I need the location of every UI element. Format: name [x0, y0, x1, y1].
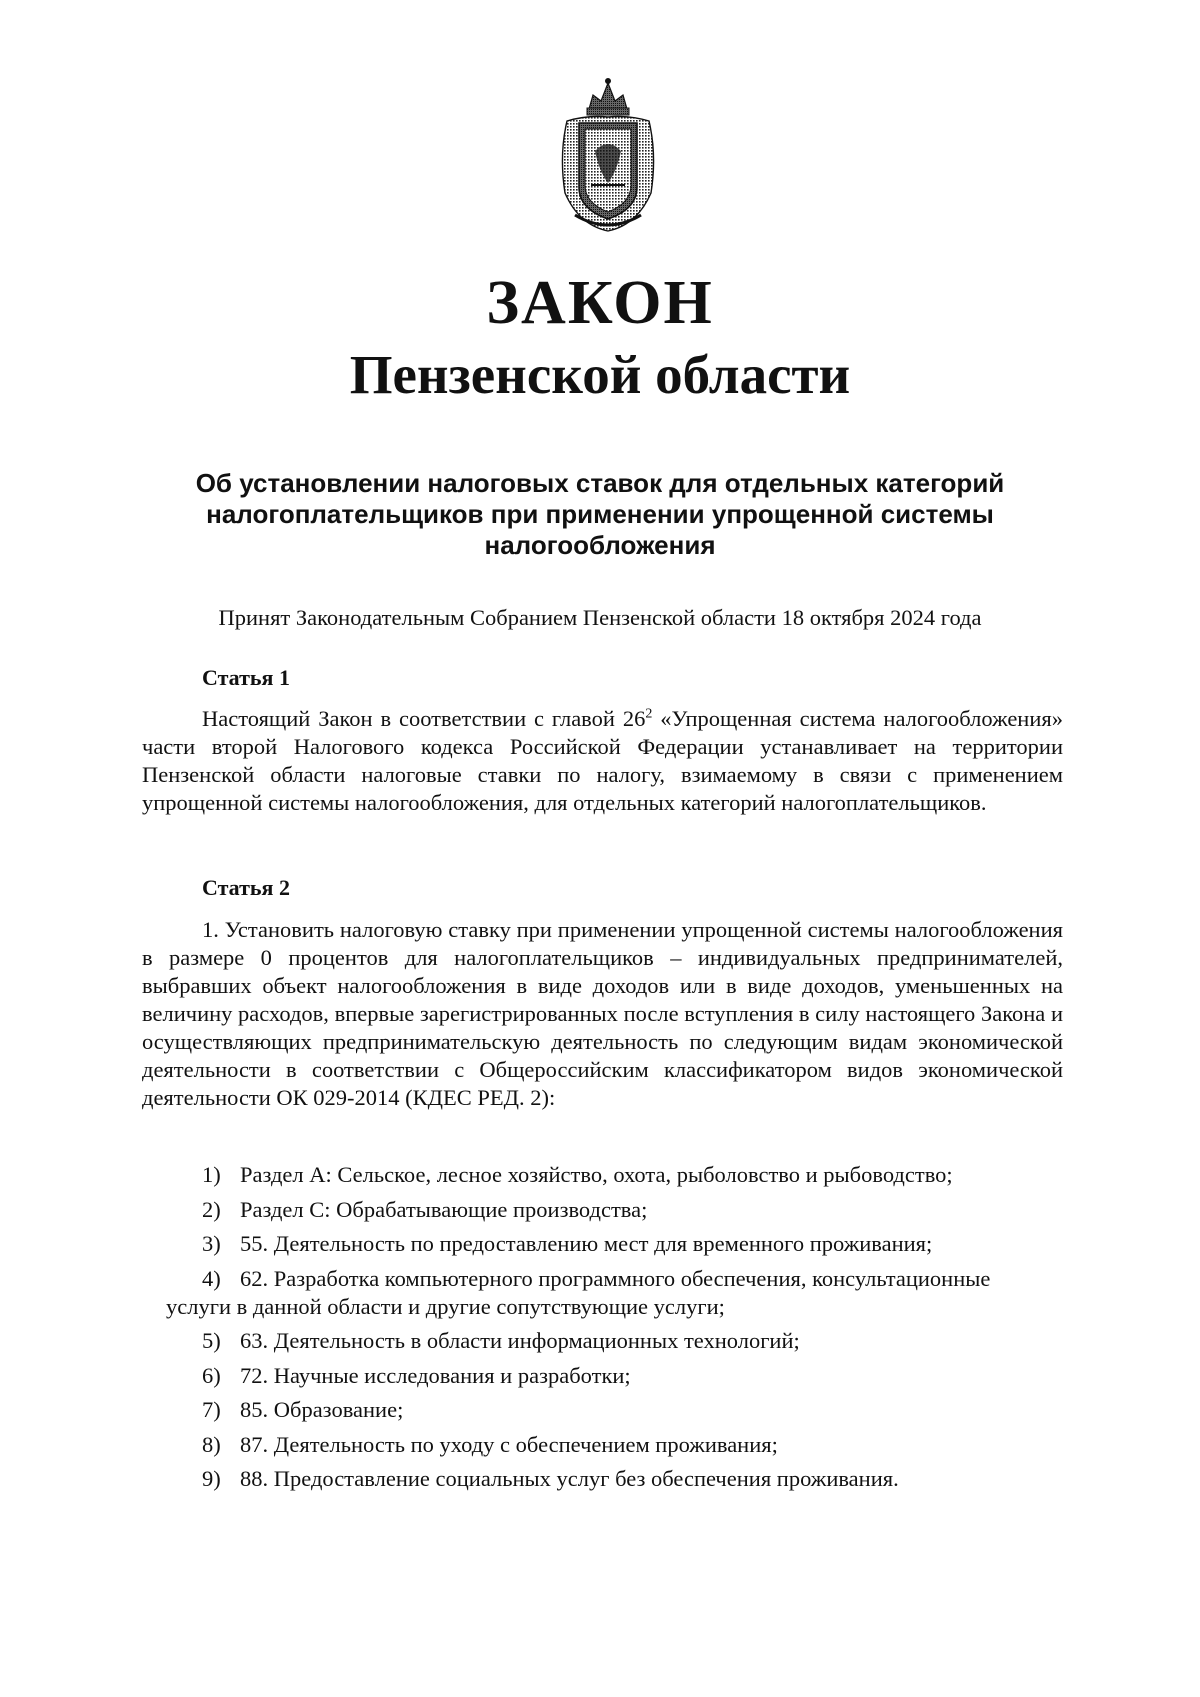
list-item-text: 87. Деятельность по уходу с обеспечением проживания; — [240, 1431, 778, 1457]
list-item — [142, 1196, 1063, 1224]
list-item-text: 85. Образование; — [240, 1397, 404, 1422]
list-item-text: 55. Деятельность по предоставлению мест для временного проживания; — [240, 1231, 933, 1256]
list-item — [142, 1396, 1063, 1424]
list-item-number: 5) — [202, 1328, 221, 1353]
list-item-number: 2) — [202, 1196, 221, 1222]
list-item — [142, 1230, 1063, 1258]
article-1-heading: Статья 1 — [202, 665, 290, 690]
list-item-number: 1) — [202, 1162, 221, 1187]
list-item-text: 88. Предоставление социальных услуг без обеспечения проживания. — [240, 1466, 899, 1491]
coat-of-arms-icon — [549, 75, 667, 235]
law-title: ЗАКОН — [486, 269, 714, 337]
adoption-note: Принят Законодательным Собранием Пензенской области 18 октября 2024 года — [218, 605, 982, 630]
list-item-number: 9) — [202, 1466, 221, 1491]
list-item — [142, 1465, 1063, 1493]
list-item-text: Раздел С: Обрабатывающие производства; — [240, 1196, 648, 1222]
list-item — [142, 1161, 1063, 1189]
list-item — [142, 1362, 1063, 1390]
list-item — [142, 1265, 1063, 1321]
article-1-text-before: Настоящий Закон в соответствии с главой 26 — [202, 706, 646, 731]
activity-list — [142, 1161, 1063, 1500]
article-2-heading: Статья 2 — [202, 875, 290, 900]
article-2-intro: 1. Установить налоговую ставку при применении упрощенной системы налогообложения в размере 0 процентов для налогоплательщиков – индивидуальных предпринимателей, выбравших объект налогообложения в виде доходов или в виде доходов, уменьшенных на величину расходов, впервые зарегистрированных после вступления в силу настоящего Закона и осуществляющих предпринимательскую деятельность по следующим видам экономической деятельности в соответствии с Общероссийским классификатором видов экономической деятельности ОК 029-2014 (КДЕС РЕД. 2): — [142, 917, 1063, 1110]
list-item-number: 8) — [202, 1431, 221, 1457]
list-item-text: Раздел А: Сельское, лесное хозяйство, охота, рыболовство и рыбоводство; — [240, 1162, 953, 1187]
law-region: Пензенской области — [349, 344, 851, 405]
list-item-text-continued: услуги в данной области и другие сопутствующие услуги; — [166, 1293, 725, 1319]
article-1-text — [142, 705, 1063, 817]
list-item-number: 3) — [202, 1231, 221, 1256]
law-subject: Об установлении налоговых ставок для отдельных категорий налогоплательщиков при применении упрощенной системы налогообложения — [195, 468, 1005, 560]
article-1-text-after: «Упрощенная система налогообложения» части второй Налогового кодекса Российской Федерации устанавливает на территории Пензенской области налоговые ставки по налогу, взимаемому в связи с применением упрощенной системы налогообложения, для отдельных категорий налогоплательщиков. — [142, 706, 1063, 815]
list-item-number: 6) — [202, 1362, 221, 1388]
list-item-text: 62. Разработка компьютерного программного обеспечения, консультационные — [240, 1265, 991, 1291]
list-item — [142, 1431, 1063, 1459]
list-item-text: 72. Научные исследования и разработки; — [240, 1362, 631, 1388]
list-item — [142, 1327, 1063, 1355]
list-item-text: 63. Деятельность в области информационных технологий; — [240, 1328, 800, 1353]
list-item-number: 7) — [202, 1397, 221, 1422]
article-1-superscript: 2 — [645, 706, 653, 722]
list-item-number: 4) — [202, 1265, 221, 1291]
